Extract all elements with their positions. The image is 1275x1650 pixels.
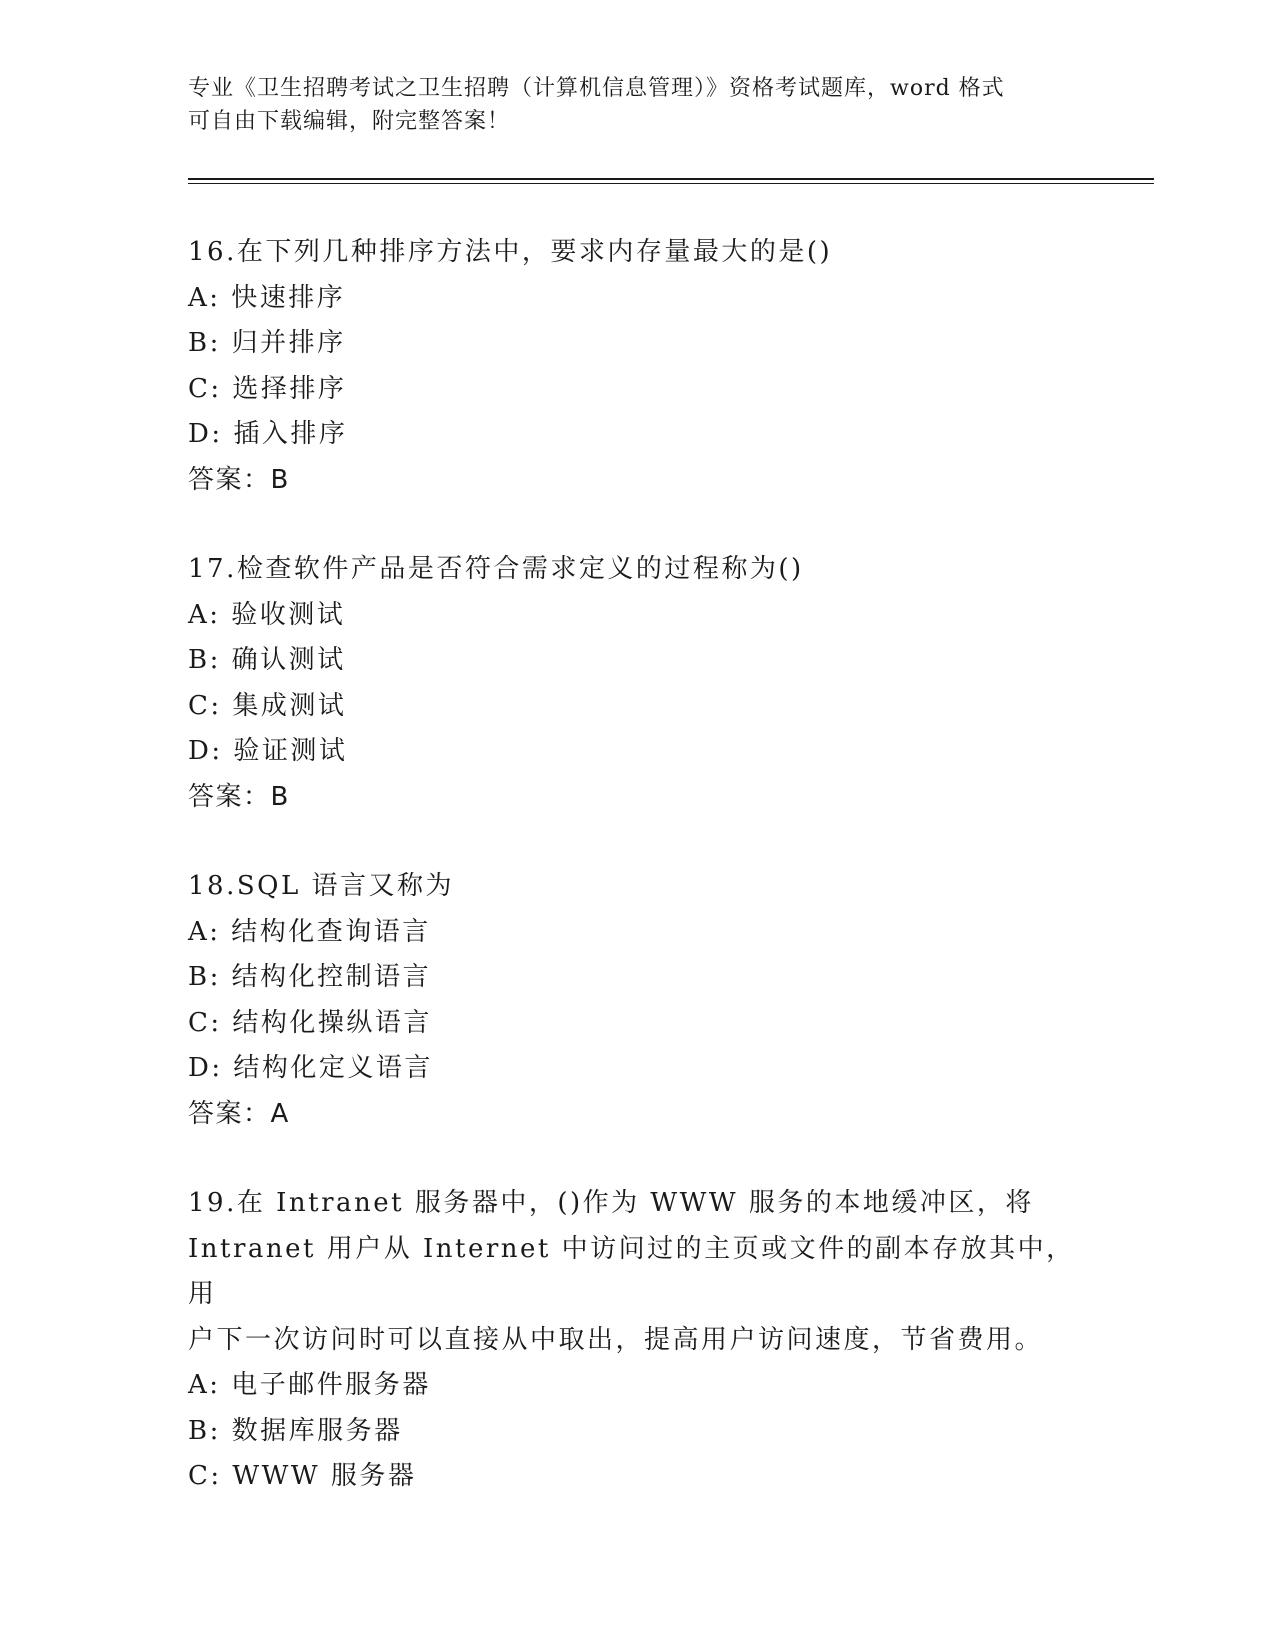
- option-a: A: 快速排序: [188, 282, 346, 313]
- option-b: B: 数据库服务器: [188, 1415, 403, 1446]
- question-title-line-1: 19.在 Intranet 服务器中，()作为 WWW 服务的本地缓冲区，将: [188, 1188, 1034, 1218]
- question-16: [188, 230, 1088, 503]
- option-a: A: 电子邮件服务器: [188, 1370, 431, 1400]
- question-18: [188, 864, 1088, 1137]
- question-title: 16.在下列几种排序方法中，要求内存量最大的是(): [188, 237, 833, 267]
- answer: 答案：B: [188, 781, 290, 812]
- question-list: [188, 230, 1088, 1544]
- option-a: A: 结构化查询语言: [188, 916, 431, 947]
- option-b: B: 确认测试: [188, 645, 346, 675]
- question-title: 17.检查软件产品是否符合需求定义的过程称为(): [188, 554, 804, 584]
- option-c: C: WWW 服务器: [188, 1461, 417, 1491]
- document-header: [188, 72, 1088, 138]
- option-d: D: 插入排序: [188, 419, 348, 449]
- header-line-2: 可自由下载编辑，附完整答案！: [188, 109, 511, 134]
- option-d: D: 验证测试: [188, 736, 348, 766]
- option-c: C: 集成测试: [188, 690, 347, 721]
- question-17: [188, 547, 1088, 820]
- option-d: D: 结构化定义语言: [188, 1053, 433, 1083]
- header-divider: [188, 178, 1154, 184]
- question-title: 18.SQL 语言又称为: [188, 871, 455, 901]
- option-a: A: 验收测试: [188, 599, 346, 630]
- question-19: [188, 1181, 1088, 1500]
- question-title-line-3: 户下一次访问时可以直接从中取出，提高用户访问速度，节省费用。: [188, 1324, 1044, 1355]
- answer: 答案：B: [188, 464, 290, 495]
- option-c: C: 选择排序: [188, 373, 347, 404]
- answer: 答案：A: [188, 1098, 290, 1129]
- option-c: C: 结构化操纵语言: [188, 1007, 432, 1038]
- option-b: B: 归并排序: [188, 328, 346, 358]
- option-b: B: 结构化控制语言: [188, 962, 432, 992]
- question-title-line-2: Intranet 用户从 Internet 中访问过的主页或文件的副本存放其中，用: [188, 1233, 1075, 1309]
- header-line-1: 专业《卫生招聘考试之卫生招聘（计算机信息管理）》资格考试题库，word 格式: [188, 76, 1005, 101]
